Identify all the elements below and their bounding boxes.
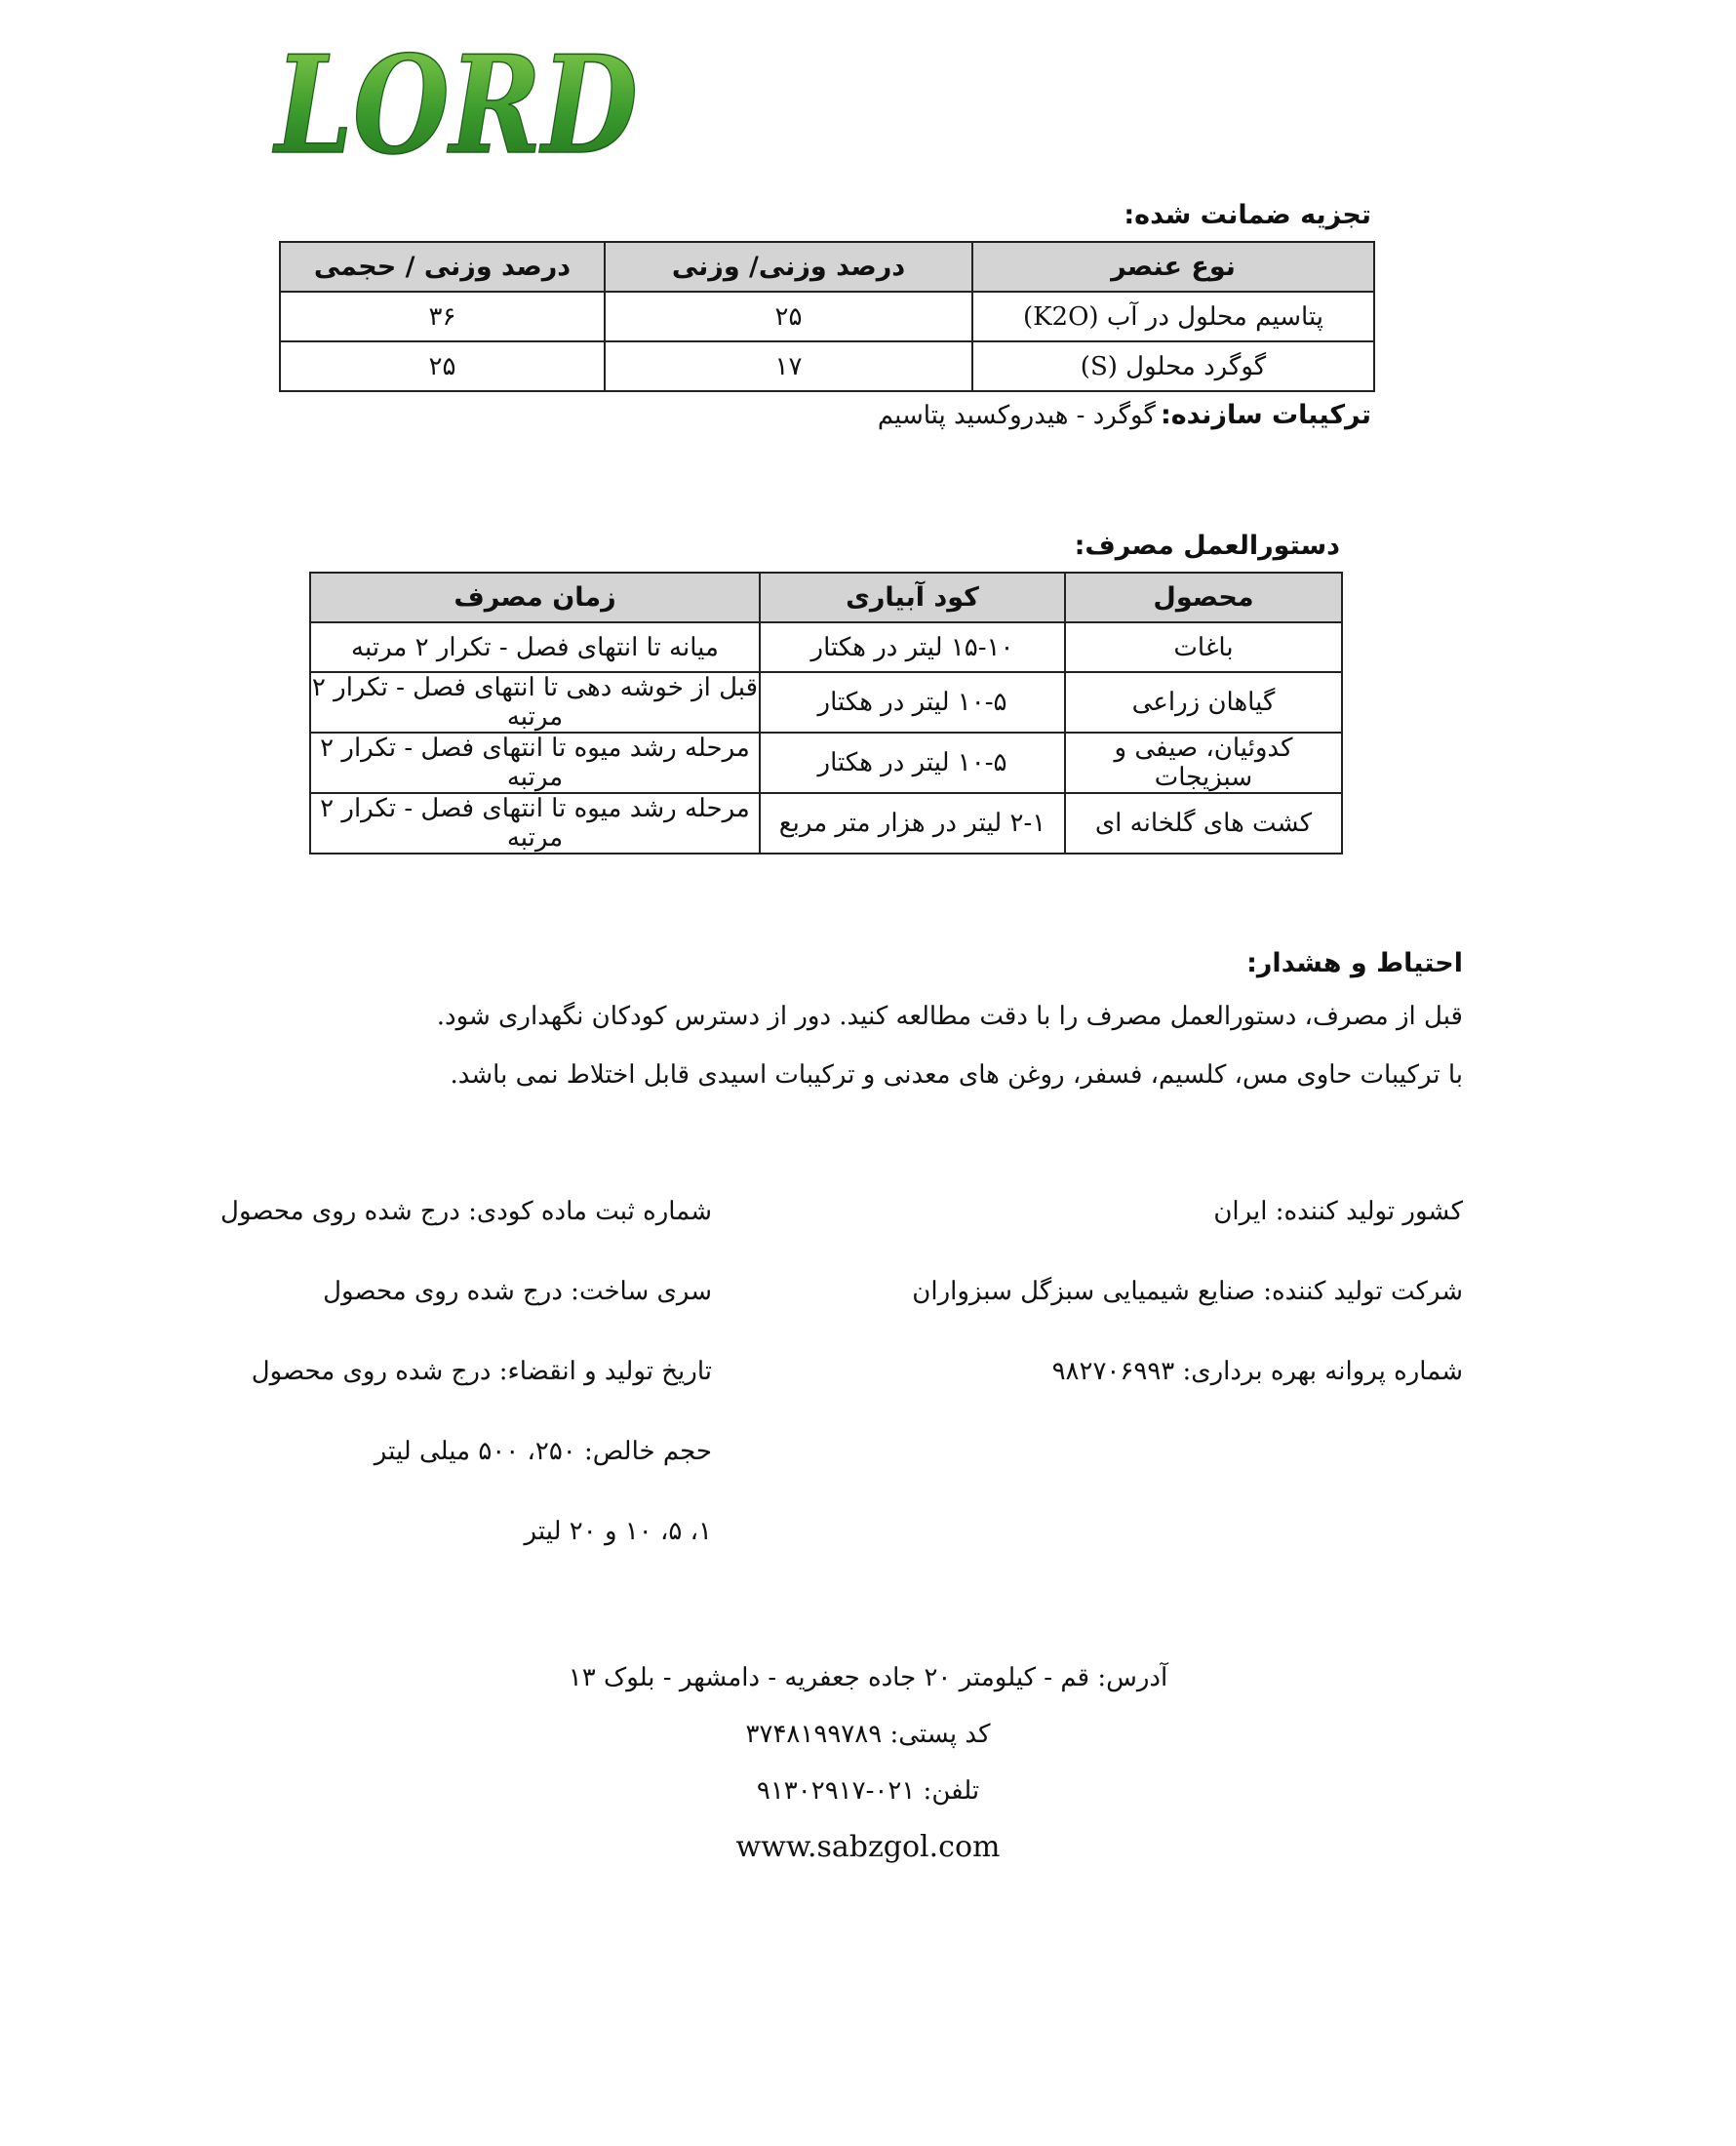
table-header-row [280, 242, 1374, 292]
warning-line: با ترکیبات حاوی مس، کلسیم، فسفر، روغن های معدنی و ترکیبات اسیدی قابل اختلاط نمی باشد. [450, 1060, 1463, 1090]
table-cell: ۲-۱ لیتر در هزار متر مربع [760, 793, 1065, 854]
net-volume: حجم خالص: ۲۵۰، ۵۰۰ میلی لیتر [374, 1437, 712, 1466]
table-row [280, 292, 1374, 341]
postal-code: کد پستی: ۳۷۴۸۱۹۹۷۸۹ [745, 1720, 991, 1749]
table-cell: پتاسیم محلول در آب (K2O) [972, 292, 1374, 341]
svg-text:LORD: LORD [271, 25, 638, 184]
production-expiry-date: تاریخ تولید و انقضاء: درج شده روی محصول [251, 1357, 712, 1386]
column-header: زمان مصرف [310, 573, 760, 622]
column-header: نوع عنصر [972, 242, 1374, 292]
table-cell: ۱۷ [605, 341, 972, 391]
guaranteed-analysis-table [279, 241, 1375, 392]
table-cell: مرحله رشد میوه تا انتهای فصل - تکرار ۲ مرتبه [310, 793, 760, 854]
table-cell: ۱۰-۵ لیتر در هکتار [760, 672, 1065, 733]
table-cell: گوگرد محلول (S) [972, 341, 1374, 391]
table-cell: قبل از خوشه دهی تا انتهای فصل - تکرار ۲ مرتبه [311, 673, 759, 732]
column-header: درصد وزنی / حجمی [280, 242, 605, 292]
table-row [310, 622, 1342, 672]
website-link[interactable]: www.sabzgol.com [735, 1830, 1001, 1864]
table-cell: کدوئیان، صیفی و سبزیجات [1065, 733, 1342, 793]
table-row [280, 341, 1374, 391]
instructions-title: دستورالعمل مصرف: [1074, 531, 1340, 561]
table-cell: ۲۵ [280, 341, 605, 391]
address: آدرس: قم - کیلومتر ۲۰ جاده جعفریه - دامشهر - بلوک ۱۳ [568, 1663, 1168, 1692]
producer-country: کشور تولید کننده: ایران [1213, 1197, 1463, 1226]
composition-label: ترکیبات سازنده: [1160, 400, 1371, 430]
table-cell: مرحله رشد میوه تا انتهای فصل - تکرار ۲ مرتبه [310, 733, 760, 793]
lord-logo [271, 25, 644, 184]
registration-number: شماره ثبت ماده کودی: درج شده روی محصول [220, 1197, 712, 1226]
guaranteed-analysis-title: تجزیه ضمانت شده: [1124, 200, 1371, 230]
license-number: شماره پروانه بهره برداری: ۹۸۲۷۰۶۹۹۳ [1051, 1357, 1463, 1386]
table-cell: ۲۵ [605, 292, 972, 341]
table-row [310, 733, 1342, 793]
composition-value: گوگرد - هیدروکسید پتاسیم [877, 401, 1156, 430]
phone: تلفن: ۰۲۱-۹۱۳۰۲۹۱۷ [756, 1776, 980, 1806]
warning-line: قبل از مصرف، دستورالعمل مصرف را با دقت مطالعه کنید. دور از دسترس کودکان نگهداری شود. [436, 1002, 1463, 1031]
net-volume-liters: ۱، ۵، ۱۰ و ۲۰ لیتر [524, 1517, 712, 1546]
table-header-row [310, 573, 1342, 622]
table-row [310, 793, 1342, 854]
batch-number: سری ساخت: درج شده روی محصول [323, 1277, 712, 1306]
instructions-table [309, 572, 1343, 854]
producer-company: شرکت تولید کننده: صنایع شیمیایی سبزگل سبزواران [912, 1277, 1463, 1306]
table-row [310, 672, 1342, 733]
table-cell: کشت های گلخانه ای [1065, 793, 1342, 854]
warnings-title: احتیاط و هشدار: [1246, 948, 1463, 978]
table-cell: گیاهان زراعی [1065, 672, 1342, 733]
table-cell: ۱۵-۱۰ لیتر در هکتار [760, 622, 1065, 672]
column-header: درصد وزنی/ وزنی [605, 242, 972, 292]
table-cell: باغات [1065, 622, 1342, 672]
table-cell: میانه تا انتهای فصل - تکرار ۲ مرتبه [310, 622, 760, 672]
column-header: محصول [1065, 573, 1342, 622]
composition-line [878, 400, 1371, 430]
column-header: کود آبیاری [760, 573, 1065, 622]
table-cell: ۳۶ [280, 292, 605, 341]
table-cell: ۱۰-۵ لیتر در هکتار [760, 733, 1065, 793]
